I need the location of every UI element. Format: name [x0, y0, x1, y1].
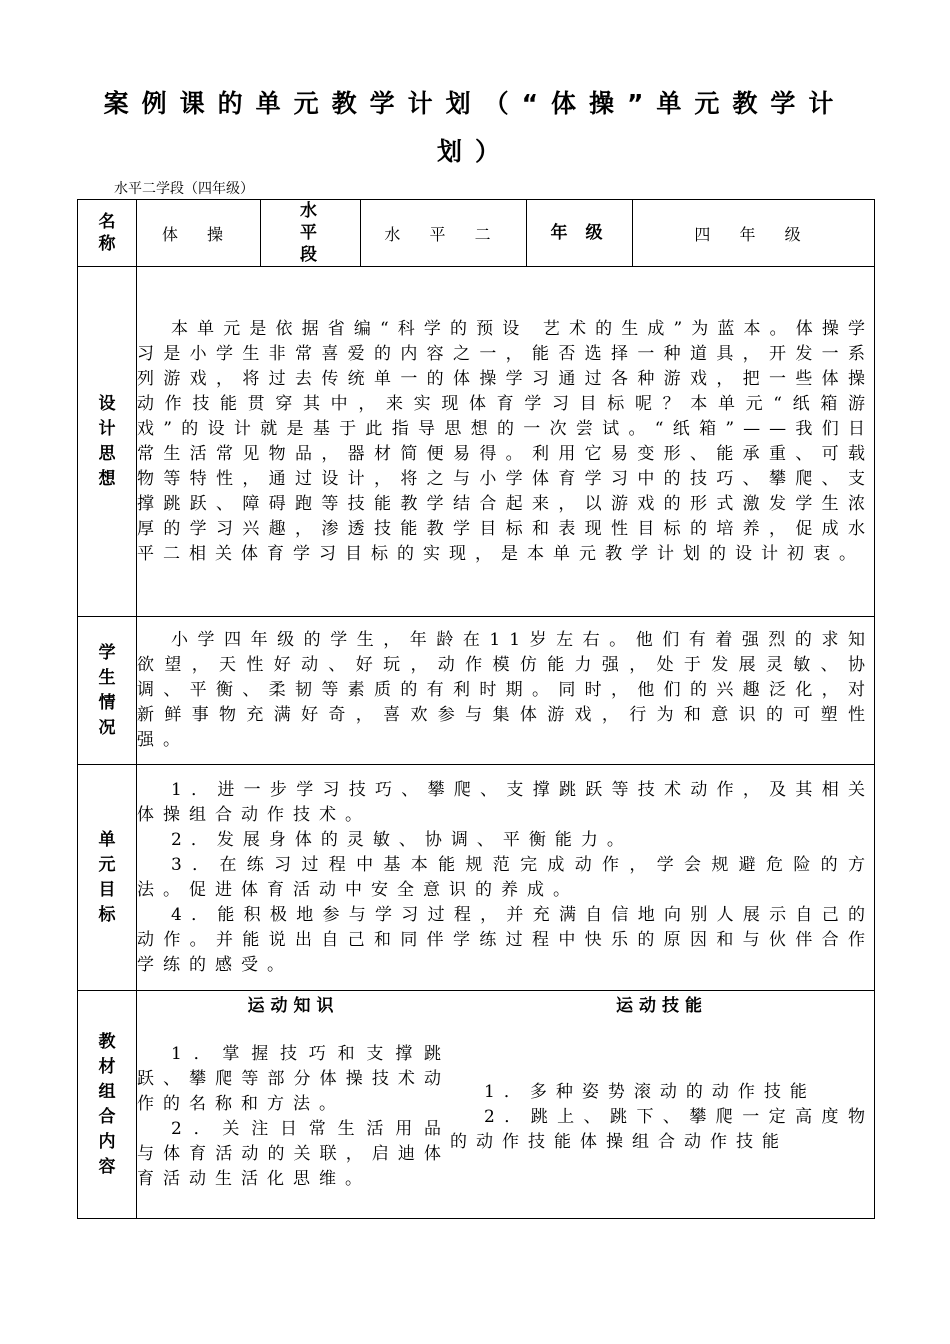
title-line-1: 案例课的单元教学计划（“体操”单元教学计 [103, 89, 847, 118]
stage-subtitle: 水平二学段（四年级） [114, 181, 254, 197]
skills-item: 1．多种姿势滚动的动作技能 [484, 1081, 816, 1102]
skills-heading: 运动技能 [616, 996, 708, 1016]
skills-item: 2．跳上、跳下、攀爬一定高度物的动作技能体操组合动作技能 [450, 1106, 874, 1152]
header-row [78, 200, 875, 267]
knowledge-item: 2．关注日常生活用品与体育活动的关联，启迪体育活动生活化思维。 [137, 1119, 450, 1189]
title-line-2: 划） [436, 137, 513, 166]
knowledge-heading: 运动知识 [247, 996, 340, 1016]
goal-item: 4．能积极地参与学习过程，并充满自信地向别人展示自己的动作。并能说出自己和同伴学练过程中快乐的原因和与伙伴合作学练的感受。 [137, 904, 874, 975]
goal-item: 1．进一步学习技巧、攀爬、支撑跳跃等技术动作，及其相关体操组合动作技术。 [137, 779, 874, 825]
students-row [78, 617, 875, 765]
content-subtable [137, 991, 874, 1218]
goals-row [78, 765, 875, 991]
knowledge-list [137, 1016, 450, 1218]
grade-value: 四 年 级 [633, 200, 875, 267]
goals-list [137, 765, 875, 991]
goal-item: 2．发展身体的灵敏、协调、平衡能力。 [171, 829, 633, 850]
students-label: 学生情况 [78, 617, 137, 765]
design-label: 设计思想 [78, 267, 137, 617]
students-text: 小学四年级的学生，年龄在11岁左右。他们有着强烈的求知欲望，天性好动、好玩，动作模仿能力强，处于发展灵敏、协调、平衡、柔韧等素质的有利时期。同时，他们的兴趣泛化，对新鲜事物充满好奇，喜欢参与集体游戏，行为和意识的可塑性强。 [137, 617, 875, 765]
knowledge-item: 1．掌握技巧和支撑跳跃、攀爬等部分体操技术动作的名称和方法。 [137, 1044, 450, 1114]
level-value: 水 平 二 [361, 200, 527, 267]
grade-label: 年 级 [527, 200, 633, 267]
name-value: 体 操 [137, 200, 261, 267]
goals-label: 单元目标 [78, 765, 137, 991]
name-label: 名称 [78, 200, 137, 267]
page-title [0, 82, 950, 174]
content-row [78, 991, 875, 1219]
level-label: 水 平 段 [261, 200, 361, 267]
unit-plan-table [77, 199, 875, 1219]
content-label: 教材组合内容 [78, 991, 137, 1219]
content-cell [137, 991, 875, 1219]
design-row [78, 267, 875, 617]
design-text: 本单元是依据省编“科学的预设 艺术的生成”为蓝本。体操学习是小学生非常喜爱的内容之一，能否选择一种道具，开发一系列游戏，将过去传统单一的体操学习通过各种游戏，把一些体操动作技能贯穿其中，来实现体育学习目标呢？本单元“纸箱游戏”的设计就是基于此指导思想的一次尝试。“纸箱”——我们日常生活常见物品，器材简便易得。利用它易变形、能承重、可载物等特性，通过设计，将之与小学体育学习中的技巧、攀爬、支撑跳跃、障碍跑等技能教学结合起来，以游戏的形式激发学生浓厚的学习兴趣，渗透技能教学目标和表现性目标的培养，促成水平二相关体育学习目标的实现，是本单元教学计划的设计初衷。 [137, 267, 875, 617]
skills-list [450, 1016, 874, 1218]
goal-item: 3．在练习过程中基本能规范完成动作，学会规避危险的方法。促进体育活动中安全意识的养成。 [137, 854, 874, 900]
